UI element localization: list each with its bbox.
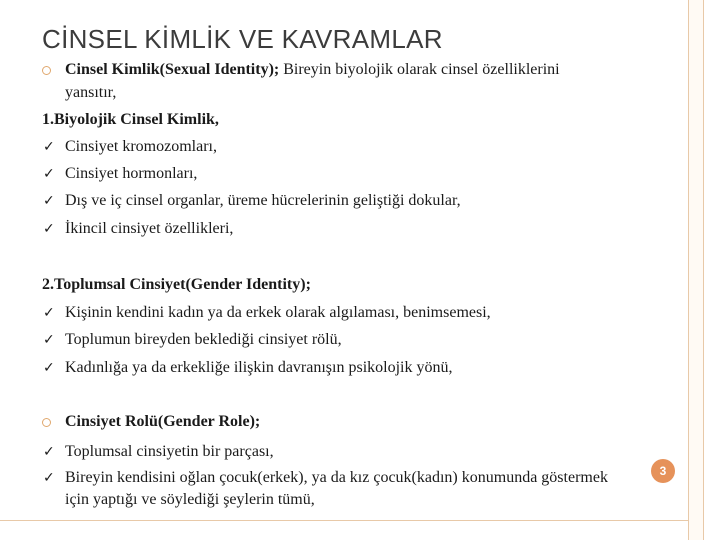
gender-identity-heading: 2.Toplumsal Cinsiyet(Gender Identity); [42, 276, 311, 293]
checkmark-icon: ✓ [43, 221, 55, 237]
ring-bullet-icon [42, 66, 51, 75]
biological-heading: 1.Biyolojik Cinsel Kimlik, [42, 111, 219, 128]
intro-definition-cont: yansıtır, [65, 84, 117, 101]
checkmark-icon: ✓ [43, 332, 55, 348]
gender-role-heading: Cinsiyet Rolü(Gender Role); [65, 413, 261, 430]
intro-term: Cinsel Kimlik(Sexual Identity); [65, 61, 280, 78]
gender-identity-item: Toplumun bireyden beklediği cinsiyet rölü, [65, 331, 342, 348]
gender-identity-item: Kadınlığa ya da erkekliğe ilişkin davranışın psikolojik yönü, [65, 359, 453, 376]
checkmark-icon: ✓ [43, 470, 55, 486]
checkmark-icon: ✓ [43, 305, 55, 321]
biological-item: İkincil cinsiyet özellikleri, [65, 220, 234, 237]
gender-role-item-cont: için yaptığı ve söylediği şeylerin tümü, [65, 491, 315, 508]
gender-identity-item: Kişinin kendini kadın ya da erkek olarak algılaması, benimsemesi, [65, 304, 491, 321]
intro-definition: Bireyin biyolojik olarak cinsel özelliklerini [279, 61, 560, 78]
checkmark-icon: ✓ [43, 166, 55, 182]
gender-role-item: Bireyin kendisini oğlan çocuk(erkek), ya da kız çocuk(kadın) konumunda göstermek [65, 469, 608, 486]
checkmark-icon: ✓ [43, 139, 55, 155]
page-number-badge: 3 [651, 459, 675, 483]
biological-item: Cinsiyet hormonları, [65, 165, 198, 182]
ring-bullet-icon [42, 418, 51, 427]
bottom-frame-border [0, 520, 688, 521]
checkmark-icon: ✓ [43, 444, 55, 460]
biological-item: Dış ve iç cinsel organlar, üreme hücrelerinin geliştiği dokular, [65, 192, 461, 209]
biological-item: Cinsiyet kromozomları, [65, 138, 217, 155]
checkmark-icon: ✓ [43, 193, 55, 209]
checkmark-icon: ✓ [43, 360, 55, 376]
intro-line [65, 60, 560, 80]
slide-title: CİNSEL KİMLİK VE KAVRAMLAR [42, 24, 443, 54]
right-frame-border [688, 0, 704, 540]
gender-role-item: Toplumsal cinsiyetin bir parçası, [65, 443, 274, 460]
